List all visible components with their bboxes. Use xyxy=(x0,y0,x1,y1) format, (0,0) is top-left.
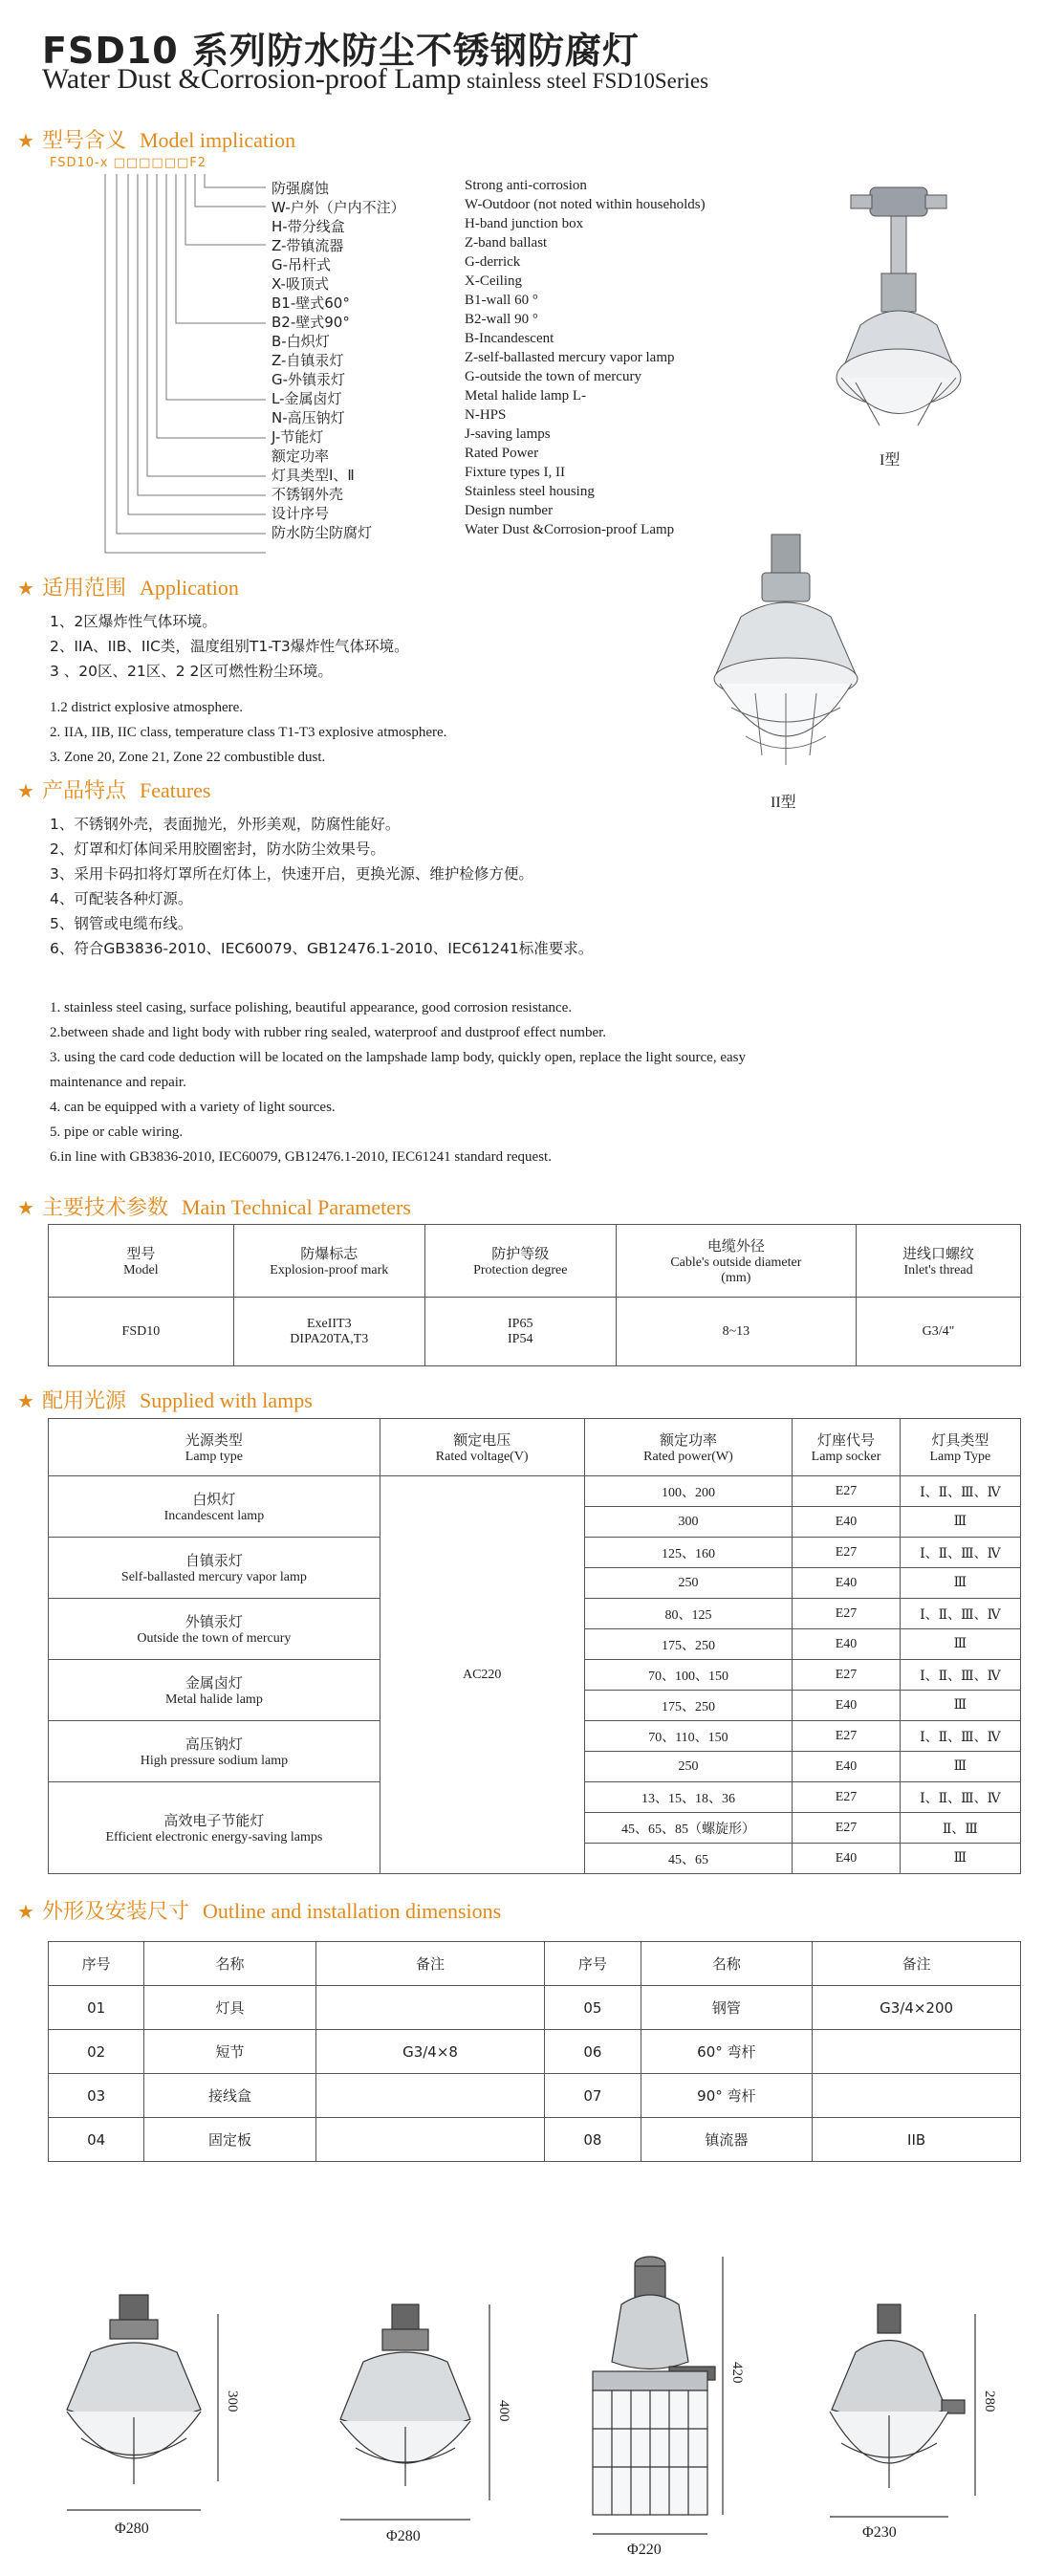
tech-protection xyxy=(424,1298,616,1366)
tech-mark xyxy=(233,1298,424,1366)
lamps-table xyxy=(48,1418,1021,1874)
section-tech xyxy=(17,1191,411,1221)
lamps-header-cell xyxy=(49,1419,380,1476)
cell-cn: 光源类型 xyxy=(185,1431,243,1449)
cell-cn: 额定电压 xyxy=(453,1431,511,1449)
features-en-5: 5. pipe or cable wiring. xyxy=(50,1124,184,1140)
lamp-power-cell: 175、250 xyxy=(584,1629,793,1660)
cell-en: Outside the town of mercury xyxy=(137,1631,292,1646)
lamp-power-cell: 175、250 xyxy=(584,1691,793,1721)
lamp-fixture-type-cell: Ⅲ xyxy=(900,1629,1020,1660)
model-item-en: Metal halide lamp L- xyxy=(465,388,587,404)
outline-cell: 钢管 xyxy=(641,1986,813,2030)
section-tech-en: Main Technical Parameters xyxy=(181,1195,411,1219)
tech-thread: G3/4" xyxy=(857,1298,1021,1366)
lamps-header-cell xyxy=(380,1419,584,1476)
star-icon: ★ xyxy=(17,1389,34,1412)
model-item-en: G-outside the town of mercury xyxy=(465,369,641,384)
outline-table xyxy=(48,1941,1021,2162)
outline-cell xyxy=(315,2118,544,2162)
drawing-3-diameter: Φ220 xyxy=(627,2542,662,2558)
application-cn-1: 1、2区爆炸性气体环境。 xyxy=(50,613,217,630)
application-en-3: 3. Zone 20, Zone 21, Zone 22 combustible dust. xyxy=(50,750,326,765)
model-item-en: H-band junction box xyxy=(465,216,584,231)
cell-en: Inlet's thread xyxy=(903,1263,973,1277)
tech-cable: 8~13 xyxy=(616,1298,856,1366)
application-cn-3: 3 、20区、21区、2 2区可燃性粉尘环境。 xyxy=(50,663,333,680)
drawing-2 xyxy=(340,2304,489,2520)
outline-header-cell: 备注 xyxy=(315,1942,544,1986)
lamp-voltage-cell: AC220 xyxy=(380,1476,584,1874)
model-item-en: Rated Power xyxy=(465,446,539,461)
model-item-cn: 不锈钢外壳 xyxy=(272,486,344,503)
features-cn-1: 1、不锈钢外壳，表面抛光，外形美观，防腐性能好。 xyxy=(50,816,401,833)
lamp-socket-cell: E27 xyxy=(793,1721,900,1752)
lamp-type-cell xyxy=(49,1599,380,1660)
drawing-3-height: 420 xyxy=(729,2362,745,2384)
section-model-cn: 型号含义 xyxy=(41,129,126,153)
model-item-cn: N-高压钠灯 xyxy=(272,409,345,426)
cell-cn: 自镇汞灯 xyxy=(185,1552,243,1569)
section-model-en: Model implication xyxy=(139,128,296,152)
lamp-power-cell: 45、65、85（螺旋形） xyxy=(584,1813,793,1844)
outline-cell xyxy=(315,1986,544,2030)
lamp-socket-cell: E27 xyxy=(793,1782,900,1813)
cell-cn: 灯座代号 xyxy=(817,1431,876,1449)
model-item-cn: X-吸顶式 xyxy=(272,275,329,293)
model-code: FSD10-x □□□□□□F2 xyxy=(50,156,207,170)
cell-en-unit: (mm) xyxy=(721,1271,751,1285)
outline-cell: 04 xyxy=(49,2118,144,2162)
tech-mark-2: DIPA20TA,T3 xyxy=(290,1331,369,1346)
section-features-cn: 产品特点 xyxy=(41,779,126,803)
lamp-power-cell: 100、200 xyxy=(584,1476,793,1507)
section-features-en: Features xyxy=(139,778,211,802)
model-item-en: J-saving lamps xyxy=(465,426,551,442)
lamp-socket-cell: E27 xyxy=(793,1599,900,1629)
tech-header-cable xyxy=(616,1225,856,1298)
section-outline-cn: 外形及安装尺寸 xyxy=(41,1900,189,1924)
model-item-en: W-Outdoor (not noted within households) xyxy=(465,197,706,212)
features-cn-4: 4、可配装各种灯源。 xyxy=(50,890,193,907)
model-item-cn: 防强腐蚀 xyxy=(272,180,330,197)
outline-cell: 60° 弯杆 xyxy=(641,2030,813,2074)
lamp-type-cell xyxy=(49,1660,380,1721)
cell-cn: 防爆标志 xyxy=(300,1245,359,1262)
model-item-cn: Z-自镇汞灯 xyxy=(272,352,344,369)
drawing-4 xyxy=(830,2304,975,2517)
section-lamps xyxy=(17,1385,313,1414)
cell-en: Lamp Type xyxy=(929,1450,991,1464)
drawing-1 xyxy=(67,2295,218,2510)
section-tech-cn: 主要技术参数 xyxy=(41,1196,168,1220)
outline-cell: 90° 弯杆 xyxy=(641,2074,813,2118)
cell-cn: 防护等级 xyxy=(491,1245,550,1262)
model-item-en: G-derrick xyxy=(465,254,521,270)
model-item-cn: W-户外（户内不注） xyxy=(272,199,405,216)
lamp-type-cell xyxy=(49,1721,380,1782)
drawing-1-diameter: Φ280 xyxy=(115,2521,149,2537)
tech-prot-2: IP54 xyxy=(508,1331,533,1346)
model-item-en: B1-wall 60 ° xyxy=(465,293,538,308)
model-item-en: Stainless steel housing xyxy=(465,484,595,499)
outline-cell: 灯具 xyxy=(144,1986,316,2030)
features-en-6: 6.in line with GB3836-2010, IEC60079, GB12476.1-2010, IEC61241 standard request. xyxy=(50,1149,552,1165)
lamp-socket-cell: E27 xyxy=(793,1813,900,1844)
tech-table xyxy=(48,1224,1021,1366)
drawing-2-height: 400 xyxy=(496,2400,511,2422)
model-item-cn: G-外镇汞灯 xyxy=(272,371,346,388)
lamp-power-cell: 13、15、18、36 xyxy=(584,1782,793,1813)
lamps-header-cell xyxy=(900,1419,1020,1476)
drawing-4-diameter: Φ230 xyxy=(862,2524,897,2541)
outline-header-cell: 序号 xyxy=(545,1942,641,1986)
lamps-header-cell xyxy=(584,1419,793,1476)
page-title-cn: FSD10 系列防水防尘不锈钢防腐灯 xyxy=(42,30,640,72)
tech-prot-1: IP65 xyxy=(508,1316,533,1331)
lamp-power-cell: 70、100、150 xyxy=(584,1660,793,1691)
drawing-3 xyxy=(593,2257,723,2534)
cell-en: Model xyxy=(123,1263,159,1277)
cell-cn: 进线口螺纹 xyxy=(902,1245,975,1262)
cell-en: Efficient electronic energy-saving lamps xyxy=(105,1830,323,1845)
cell-en: Self-ballasted mercury vapor lamp xyxy=(120,1570,307,1584)
model-item-cn: 额定功率 xyxy=(272,448,330,465)
outline-cell xyxy=(813,2074,1021,2118)
cell-en: High pressure sodium lamp xyxy=(140,1754,289,1768)
lamp-fixture-type-cell: Ⅲ xyxy=(900,1507,1020,1538)
model-item-cn: B2-壁式90° xyxy=(272,314,350,331)
model-item-en: Water Dust &Corrosion-proof Lamp xyxy=(465,522,675,537)
outline-cell: 08 xyxy=(545,2118,641,2162)
section-application xyxy=(17,572,239,601)
section-lamps-en: Supplied with lamps xyxy=(139,1388,313,1412)
model-item-en: Z-self-ballasted mercury vapor lamp xyxy=(465,350,675,365)
model-item-cn: B-白炽灯 xyxy=(272,333,330,350)
dimension-drawings xyxy=(0,2247,1043,2572)
outline-cell: G3/4×200 xyxy=(813,1986,1021,2030)
title-en-sub: stainless steel FSD10Series xyxy=(461,69,709,93)
outline-cell: IIB xyxy=(813,2118,1021,2162)
lamp-fixture-type-cell: Ⅰ、Ⅱ、Ⅲ、Ⅳ xyxy=(900,1782,1020,1813)
tech-header-mark xyxy=(233,1225,424,1298)
lamp-power-cell: 250 xyxy=(584,1752,793,1782)
outline-header-cell: 备注 xyxy=(813,1942,1021,1986)
model-item-en: N-HPS xyxy=(465,407,507,423)
star-icon: ★ xyxy=(17,577,34,600)
lamps-header-cell xyxy=(793,1419,900,1476)
features-en-3: 3. using the card code deduction will be located on the lampshade lamp body, quickly open, replace the light source, easy xyxy=(50,1050,746,1065)
section-outline-en: Outline and installation dimensions xyxy=(202,1899,502,1923)
lamp-type1-illustration xyxy=(813,182,994,469)
tech-header-protection xyxy=(424,1225,616,1298)
lamp-fixture-type-cell: Ⅲ xyxy=(900,1752,1020,1782)
lamp-socket-cell: E40 xyxy=(793,1507,900,1538)
lamp-socket-cell: E40 xyxy=(793,1752,900,1782)
lamps-header-row xyxy=(49,1419,1021,1476)
lamp-type2-illustration xyxy=(703,531,870,789)
features-cn-3: 3、采用卡码扣将灯罩所在灯体上，快速开启，更换光源、维护检修方便。 xyxy=(50,865,533,883)
cell-en: Protection degree xyxy=(473,1263,568,1277)
outline-cell: 06 xyxy=(545,2030,641,2074)
lamp-socket-cell: E27 xyxy=(793,1476,900,1507)
outline-header-cell: 名称 xyxy=(144,1942,316,1986)
lamp-power-cell: 250 xyxy=(584,1568,793,1599)
lamp-type-cell xyxy=(49,1538,380,1599)
tech-model: FSD10 xyxy=(49,1298,234,1366)
lamp-socket-cell: E40 xyxy=(793,1568,900,1599)
lamps-row xyxy=(49,1476,1021,1507)
section-application-cn: 适用范围 xyxy=(41,577,126,600)
features-en-1: 1. stainless steel casing, surface polishing, beautiful appearance, good corrosion resistance. xyxy=(50,1000,573,1015)
lamp-fixture-type-cell: Ⅰ、Ⅱ、Ⅲ、Ⅳ xyxy=(900,1538,1020,1568)
cell-cn: 高压钠灯 xyxy=(185,1736,243,1753)
outline-cell: 固定板 xyxy=(144,2118,316,2162)
lamp-type-cell xyxy=(49,1782,380,1874)
cell-en: Lamp socker xyxy=(811,1450,881,1464)
cell-en: Lamp type xyxy=(185,1450,244,1464)
cell-en: Rated voltage(V) xyxy=(435,1450,529,1464)
model-item-cn: G-吊杆式 xyxy=(272,256,332,273)
outline-row xyxy=(49,2030,1021,2074)
lamp-socket-cell: E40 xyxy=(793,1691,900,1721)
lamp-fixture-type-cell: Ⅲ xyxy=(900,1691,1020,1721)
cell-en: Explosion-proof mark xyxy=(270,1263,389,1277)
cell-en: Rated power(W) xyxy=(643,1450,733,1464)
outline-cell: 短节 xyxy=(144,2030,316,2074)
tech-header-row xyxy=(49,1225,1021,1298)
cell-cn: 灯具类型 xyxy=(931,1431,989,1449)
cell-cn: 型号 xyxy=(126,1245,156,1262)
outline-cell: 接线盒 xyxy=(144,2074,316,2118)
cell-en: Cable's outside diameter xyxy=(670,1255,802,1270)
application-cn-2: 2、IIA、IIB、IIC类，温度组别T1-T3爆炸性气体环境。 xyxy=(50,638,409,655)
outline-cell xyxy=(813,2030,1021,2074)
model-item-en: Z-band ballast xyxy=(465,235,548,251)
lamp-power-cell: 45、65 xyxy=(584,1844,793,1874)
lamp-type2-label: II型 xyxy=(771,795,796,811)
lamp-power-cell: 125、160 xyxy=(584,1538,793,1568)
application-en-2: 2. IIA, IIB, IIC class, temperature class T1-T3 explosive atmosphere. xyxy=(50,725,447,740)
lamp-power-cell: 80、125 xyxy=(584,1599,793,1629)
lamp-socket-cell: E40 xyxy=(793,1629,900,1660)
star-icon: ★ xyxy=(17,129,34,152)
lamp-fixture-type-cell: Ⅰ、Ⅱ、Ⅲ、Ⅳ xyxy=(900,1721,1020,1752)
features-en-2: 2.between shade and light body with rubber ring sealed, waterproof and dustproof effect number. xyxy=(50,1025,607,1040)
drawing-2-diameter: Φ280 xyxy=(386,2528,421,2544)
model-item-en: Strong anti-corrosion xyxy=(465,178,587,193)
section-application-en: Application xyxy=(139,576,239,600)
title-en-main: Water Dust &Corrosion-proof Lamp xyxy=(42,63,462,95)
outline-row xyxy=(49,2118,1021,2162)
features-cn-6: 6、符合GB3836-2010、IEC60079、GB12476.1-2010、IEC61241标准要求。 xyxy=(50,940,594,957)
drawing-4-height: 280 xyxy=(982,2390,997,2412)
lamp-fixture-type-cell: Ⅲ xyxy=(900,1844,1020,1874)
model-item-en: X-Ceiling xyxy=(465,273,522,289)
star-icon: ★ xyxy=(17,1900,34,1923)
model-item-en: Design number xyxy=(465,503,554,518)
lamp-type1-label: I型 xyxy=(880,452,901,469)
cell-cn: 高效电子节能灯 xyxy=(163,1812,265,1829)
lamp-socket-cell: E27 xyxy=(793,1660,900,1691)
model-item-cn: J-节能灯 xyxy=(272,428,324,446)
cell-cn: 外镇汞灯 xyxy=(185,1613,243,1630)
tech-header-model xyxy=(49,1225,234,1298)
section-features xyxy=(17,775,210,804)
cell-en: Incandescent lamp xyxy=(163,1509,265,1523)
lamp-fixture-type-cell: Ⅰ、Ⅱ、Ⅲ、Ⅳ xyxy=(900,1599,1020,1629)
tech-data-row xyxy=(49,1298,1021,1366)
section-lamps-cn: 配用光源 xyxy=(41,1389,126,1413)
outline-cell xyxy=(315,2074,544,2118)
cell-en: Metal halide lamp xyxy=(164,1692,263,1707)
outline-header-cell: 名称 xyxy=(641,1942,813,1986)
tech-mark-1: ExeIIT3 xyxy=(306,1316,352,1331)
model-item-cn: 设计序号 xyxy=(272,505,330,522)
lamp-socket-cell: E27 xyxy=(793,1538,900,1568)
model-item-cn: B1-壁式60° xyxy=(272,295,350,312)
drawing-1-height: 300 xyxy=(225,2390,240,2412)
outline-row xyxy=(49,2074,1021,2118)
model-item-cn: H-带分线盒 xyxy=(272,218,345,235)
model-item-en: B2-wall 90 ° xyxy=(465,312,538,327)
lamp-fixture-type-cell: Ⅰ、Ⅱ、Ⅲ、Ⅳ xyxy=(900,1660,1020,1691)
lamp-fixture-type-cell: Ⅱ、Ⅲ xyxy=(900,1813,1020,1844)
cell-cn: 额定功率 xyxy=(659,1431,717,1449)
lamp-power-cell: 300 xyxy=(584,1507,793,1538)
cell-cn: 电缆外径 xyxy=(706,1237,765,1255)
model-item-cn: 防水防尘防腐灯 xyxy=(272,524,373,541)
lamp-type-cell xyxy=(49,1476,380,1538)
model-item-cn: Z-带镇流器 xyxy=(272,237,344,254)
application-en-1: 1.2 district explosive atmosphere. xyxy=(50,700,244,715)
outline-cell: 01 xyxy=(49,1986,144,2030)
model-item-cn: L-金属卤灯 xyxy=(272,390,342,407)
star-icon: ★ xyxy=(17,779,34,802)
star-icon: ★ xyxy=(17,1196,34,1219)
lamp-power-cell: 70、110、150 xyxy=(584,1721,793,1752)
section-outline xyxy=(17,1895,501,1925)
model-item-cn: 灯具类型Ⅰ、Ⅱ xyxy=(272,467,355,484)
cell-cn: 金属卤灯 xyxy=(185,1674,243,1692)
outline-header-row xyxy=(49,1942,1021,1986)
features-cn-2: 2、灯罩和灯体间采用胶圈密封，防水防尘效果号。 xyxy=(50,840,385,858)
model-item-en: B-Incandescent xyxy=(465,331,554,346)
features-en-4: 4. can be equipped with a variety of light sources. xyxy=(50,1100,336,1115)
outline-cell: 02 xyxy=(49,2030,144,2074)
outline-cell: 镇流器 xyxy=(641,2118,813,2162)
features-cn-5: 5、钢管或电缆布线。 xyxy=(50,915,193,932)
features-en-3b: maintenance and repair. xyxy=(50,1075,186,1090)
tech-header-thread xyxy=(857,1225,1021,1298)
lamp-fixture-type-cell: Ⅰ、Ⅱ、Ⅲ、Ⅳ xyxy=(900,1476,1020,1507)
outline-cell: 03 xyxy=(49,2074,144,2118)
outline-cell: 05 xyxy=(545,1986,641,2030)
outline-cell: 07 xyxy=(545,2074,641,2118)
outline-header-cell: 序号 xyxy=(49,1942,144,1986)
outline-row xyxy=(49,1986,1021,2030)
lamp-socket-cell: E40 xyxy=(793,1844,900,1874)
lamp-fixture-type-cell: Ⅲ xyxy=(900,1568,1020,1599)
cell-cn: 白炽灯 xyxy=(192,1491,236,1508)
model-item-en: Fixture types I, II xyxy=(465,465,565,480)
outline-cell: G3/4×8 xyxy=(315,2030,544,2074)
